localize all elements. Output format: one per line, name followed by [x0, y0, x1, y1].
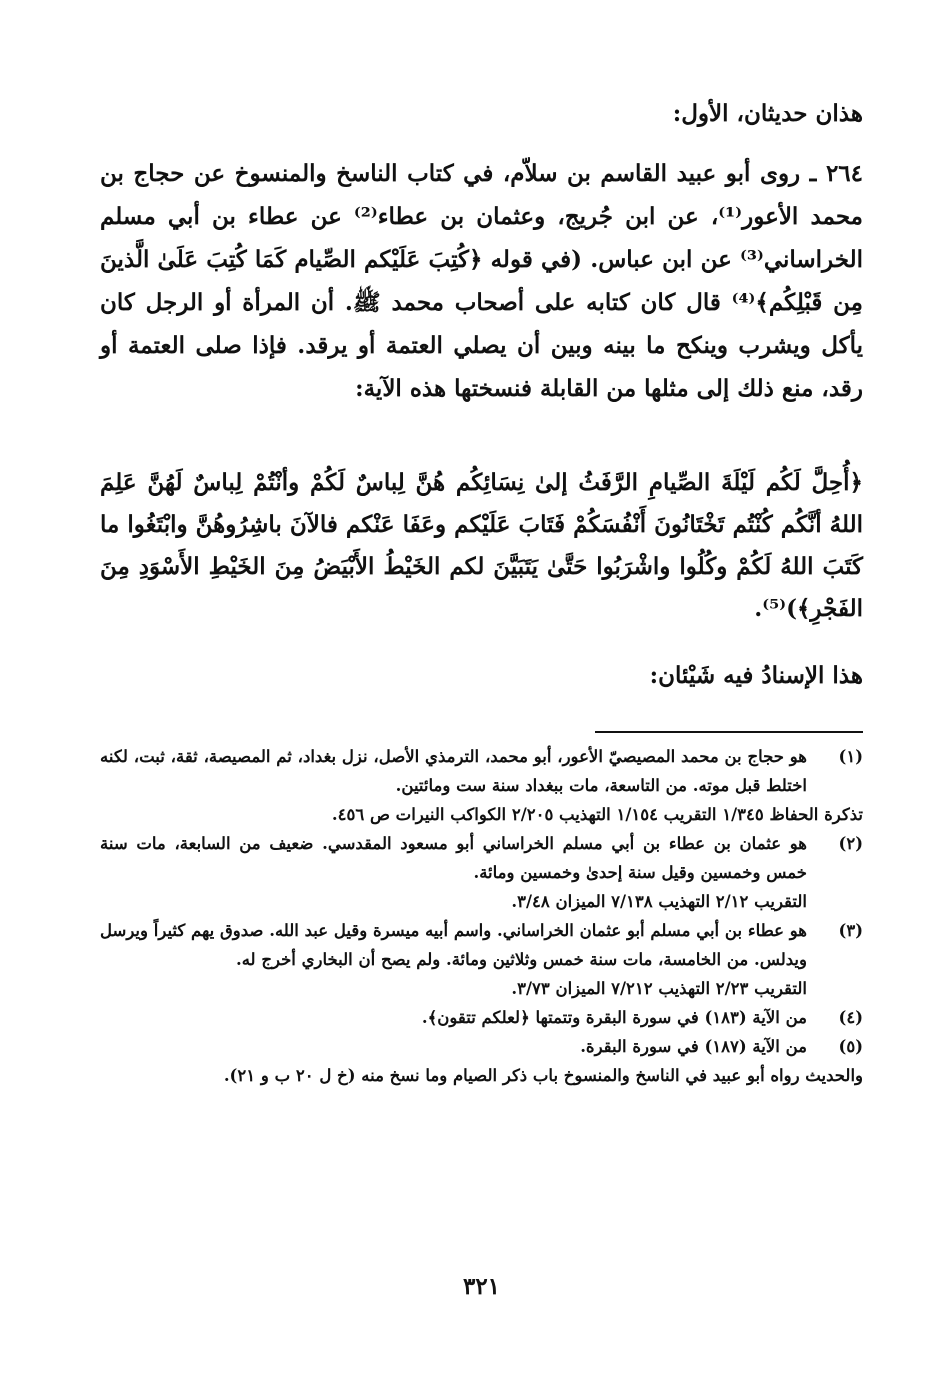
page-number: ٣٢١ — [462, 1273, 501, 1300]
footnote-separator — [595, 731, 863, 733]
footnote-3 — [100, 916, 863, 1003]
footnote-number: (١) — [838, 747, 863, 766]
footnote-text: من الآية (١٨٣) في سورة البقرة وتتمتها ﴿لعلكم تتقون﴾. — [421, 1008, 807, 1027]
footnote-text: هو عثمان بن عطاء بن أبي مسلم الخراساني أبو مسعود المقدسي. ضعيف من السابعة، مات سنة خمس وخمسين وقيل سنة إحدىٰ وخمسين ومائة. — [100, 834, 807, 882]
book-page — [100, 0, 863, 1391]
quran-verse: ﴿أُحِلَّ لَكُم لَيْلَةَ الصِّيامِ الرَّفَثُ إلىٰ نِسَائِكُم هُنَّ لِباسٌ لَكُمْ وأنْتُمْ لِباسٌ لَهُنَّ عَلِمَ اللهُ أنَّكُم كُنْتُم تَخْتَانُونَ أَنْفُسَكُمْ فَتَابَ عَلَيْكم وعَفَا عَنْكم فالآنَ باشِرُوهُنَّ وابْتَغُوا ما كَتَبَ اللهُ لَكُمْ وكُلُوا واشْرَبُوا حَتَّىٰ يَتَبَيَّنَ لكم الخَيْطُ الأَبْيَضُ مِنَ الخَيْطِ الأَسْوَدِ مِنَ الفَجْرِ﴾)⁽⁵⁾. — [100, 469, 863, 622]
footnote-text: من الآية (١٨٧) في سورة البقرة. — [580, 1037, 807, 1056]
footnote-number: (٢) — [838, 834, 863, 853]
footnote-number: (٤) — [838, 1008, 863, 1027]
footnote-1 — [100, 742, 863, 800]
footnote-2 — [100, 829, 863, 916]
footnote-number: (٣) — [838, 921, 863, 940]
intro-line: هذان حديثان، الأول: — [672, 100, 863, 127]
hadith-text: ـ روى أبو عبيد القاسم بن سلاّم، في كتاب الناسخ والمنسوخ عن حجاج بن محمد الأعور⁽¹⁾، عن ابن جُريج، وعثمان بن عطاء⁽²⁾ عن عطاء بن أبي مسلم الخراساني⁽³⁾ عن ابن عباس. (في قوله ﴿كُتِبَ عَلَيْكم الصِّيام كَمَا كُتِبَ عَلَىٰ الَّذينَ مِن قَبْلِكُم﴾⁽⁴⁾ قال كان كتابه على أصحاب محمد ﷺ. أن المرأة أو الرجل كان يأكل ويشرب وينكح ما بينه وبين أن يصلي العتمة أو يرقد. فإذا صلى العتمة أو رقد، منع ذلك إلى مثلها من القابلة فنسختها هذه الآية: — [100, 160, 863, 402]
footnote-number: (٥) — [838, 1037, 863, 1056]
footnote-text: هو عطاء بن أبي مسلم أبو عثمان الخراساني. واسم أبيه ميسرة وقيل عبد الله. صدوق يهم كثيراً ويرسل ويدلس. من الخامسة، مات سنة خمس وثلاثين ومائة. ولم يصح أن البخاري أخرج له. — [100, 921, 807, 969]
hadith-number: ٢٦٤ — [825, 160, 863, 187]
footnote-4 — [100, 1003, 863, 1032]
footnote-text: هو حجاج بن محمد المصيصيّ الأعور، أبو محمد، الترمذي الأصل، نزل بغداد، ثم المصيصة، ثقة، ثبت، لكنه اختلط قبل موته. من التاسعة، مات ببغداد سنة ست ومائتين. — [100, 747, 807, 795]
hadith-paragraph — [100, 152, 863, 410]
footnotes — [100, 742, 863, 1090]
footnote-1-refs: تذكرة الحفاظ ١/٣٤٥ التقريب ١/١٥٤ التهذيب ٢/٢٠٥ الكواكب النيرات ص ٤٥٦. — [331, 805, 863, 824]
footnote-refs: التقريب ٢/٢٣ التهذيب ٧/٢١٢ الميزان ٣/٧٣. — [511, 979, 807, 998]
isnad-line: هذا الإسنادُ فيه شَيْئان: — [649, 662, 863, 689]
footnote-refs: التقريب ٢/١٢ التهذيب ٧/١٣٨ الميزان ٣/٤٨. — [511, 892, 807, 911]
footnote-5 — [100, 1032, 863, 1061]
footnote-tail: والحديث رواه أبو عبيد في الناسخ والمنسوخ باب ذكر الصيام وما نسخ منه (خ ل ٢٠ ب و ٢١). — [223, 1066, 863, 1085]
